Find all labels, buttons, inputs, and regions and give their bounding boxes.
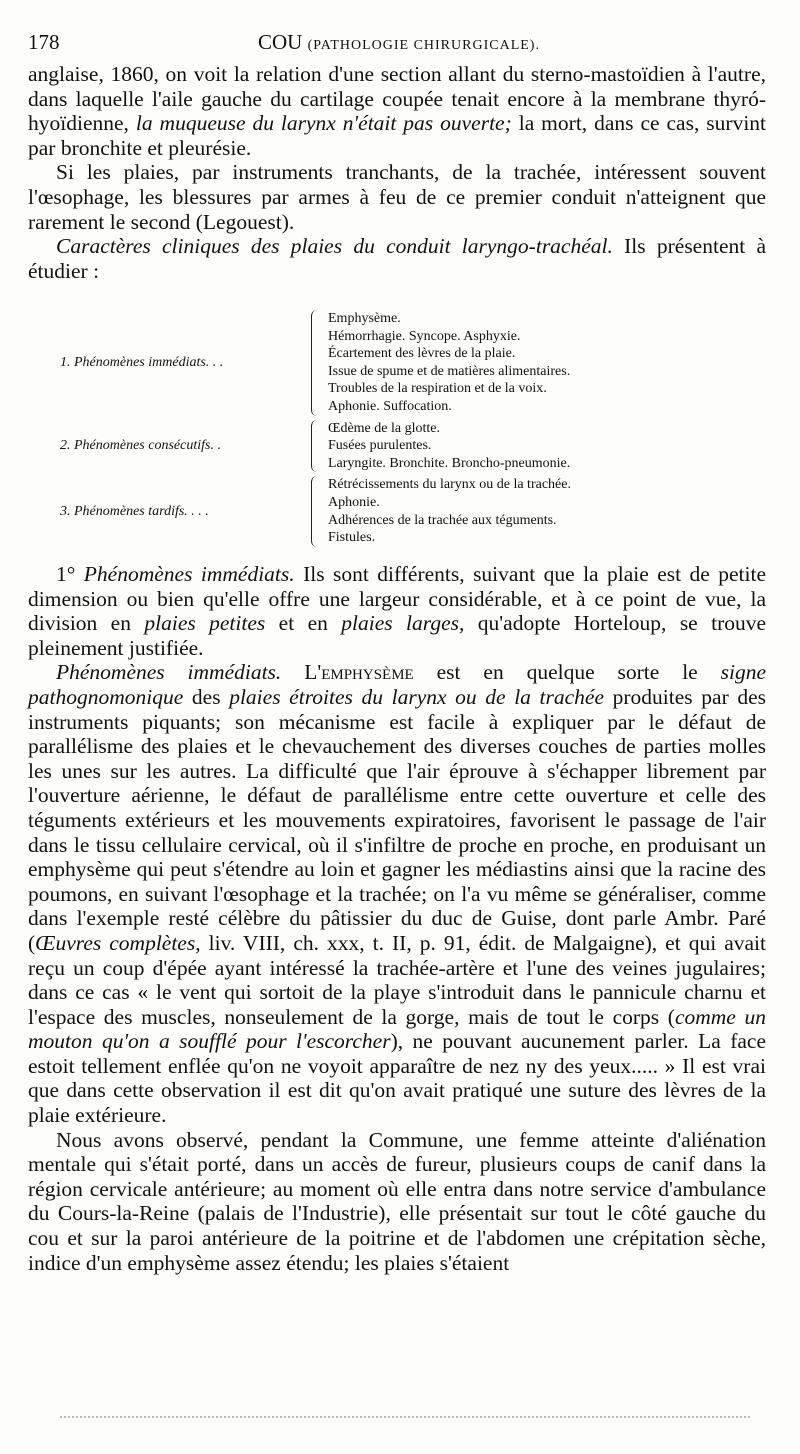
list-item: Aphonie. [328,494,380,510]
page-number: 178 [28,30,60,54]
list-item: Écartement des lèvres de la plaie. [328,346,516,362]
list-item: Fistules. [328,530,376,546]
group-label: 3. Phénomènes tardifs. . . . [60,503,209,519]
clinical-table [60,310,760,551]
list-item: Laryngite. Bronchite. Broncho-pneumonie. [328,455,571,471]
paragraph: anglaise, 1860, on voit la relation d'une section allant du sterno-mastoïdien à l'autre, dans laquelle l'aile gauche du cartilage coupée tenait encore à la membrane thyró-hyoïdienne, la muqueuse du larynx n'était pas ouverte; la mort, dans ce cas, survint par bronchite et pleurésie. [28,62,767,160]
table-group [60,476,760,546]
list-item: Adhérences de la trachée aux téguments. [328,512,557,528]
paragraph: Caractères cliniques des plaies du conduit laryngo-trachéal. Ils présentent à étudier : [28,234,766,283]
brace [311,420,322,473]
bottom-divider [60,1416,750,1418]
group-label: 1. Phénomènes immédiats. . . [60,354,224,370]
brace [311,310,322,416]
paragraph: Nous avons observé, pendant la Commune, une femme atteinte d'aliénation mentale qui s'était porté, dans un accès de fureur, plusieurs coups de canif dans la région cervicale antérieure; au moment où elle entra dans notre service d'ambulance du Cours-la-Reine (palais de l'Industrie), elle présentait sur tout le côté gauche du cou et sur la paroi antérieure de la poitrine et de l'abdomen une crépitation sèche, indice d'un emphysème assez étendu; les plaies s'étaient [28,1127,766,1275]
table-group [60,310,760,416]
list-item: Aphonie. Suffocation. [328,398,452,414]
list-item: Œdème de la glotte. [328,420,440,436]
running-title: COU (PATHOLOGIE CHIRURGICALE). [258,30,540,54]
list-item: Emphysème. [328,311,401,326]
list-item: Issue de spume et de matières alimentaires. [328,363,571,379]
paragraph: 1° Phénomènes immédiats. Ils sont différents, suivant que la plaie est de petite dimension ou bien qu'elle offre une largeur considérable, et à ce point de vue, la division en plaies petites et en plaies larges, qu'adopte Horteloup, se trouve pleinement justifiée. [28,562,767,660]
paragraph: Phénomènes immédiats. L'emphysème est en quelque sorte le signe pathognomonique des plaies étroites du larynx ou de la trachée produites par des instruments piquants; son mécanisme est facile à expliquer par le défaut de parallélisme des plaies et le chevauchement des diverses couches de parties molles les unes sur les autres. La difficulté que l'air éprouve à s'échapper librement par l'ouverture aérienne, le défaut de parallélisme entre cette ouverture et celle des téguments extérieurs et les mouvements expiratoires, favorisent le passage de l'air dans le tissu cellulaire cervical, où il s'infiltre de proche en proche, en produisant un emphysème qui peut s'étendre au loin et gagner les médiastins ainsi que la racine des poumons, en suivant l'œsophage et la trachée; on l'a vu même se généraliser, comme dans l'exemple resté célèbre du pâtissier du duc de Guise, dont parle Ambr. Paré (Œuvres complètes, liv. VIII, ch. xxx, t. II, p. 91, édit. de Malgaigne), et qui avait reçu un coup d'épée ayant intéressé la trachée-artère et l'une des veines jugulaires; dans ce cas « le vent qui sortoit de la playe s'introduit dans le pannicule charnu et l'espace des muscles, nonseulement de la gorge, mais de tout le corps (comme un mouton qu'on a soufflé pour l'escorcher), ne pouvant aucunement parler. La face estoit tellement enflée qu'on ne voyoit apparaître de nez ny des yeux..... » Il est vrai que dans cette observation il est dit qu'on avait pratiqué une suture des lèvres de la plaie extérieure. [28,660,767,1128]
body-text-bottom [28,562,766,1275]
body-text-top [28,62,766,283]
list-item: Rétrécissements du larynx ou de la trachée. [328,477,571,493]
brace [311,476,322,546]
list-item: Hémorrhagie. Syncope. Asphyxie. [328,328,521,344]
paragraph: Si les plaies, par instruments tranchants, de la trachée, intéressent souvent l'œsophage, les blessures par armes à feu de ce premier conduit n'atteignent que rarement le second (Legouest). [28,160,766,234]
group-label: 2. Phénomènes consécutifs. . [60,438,221,454]
list-item: Fusées purulentes. [328,438,432,454]
list-item: Troubles de la respiration et de la voix. [328,381,547,397]
table-group [60,420,760,473]
running-header [28,30,768,60]
